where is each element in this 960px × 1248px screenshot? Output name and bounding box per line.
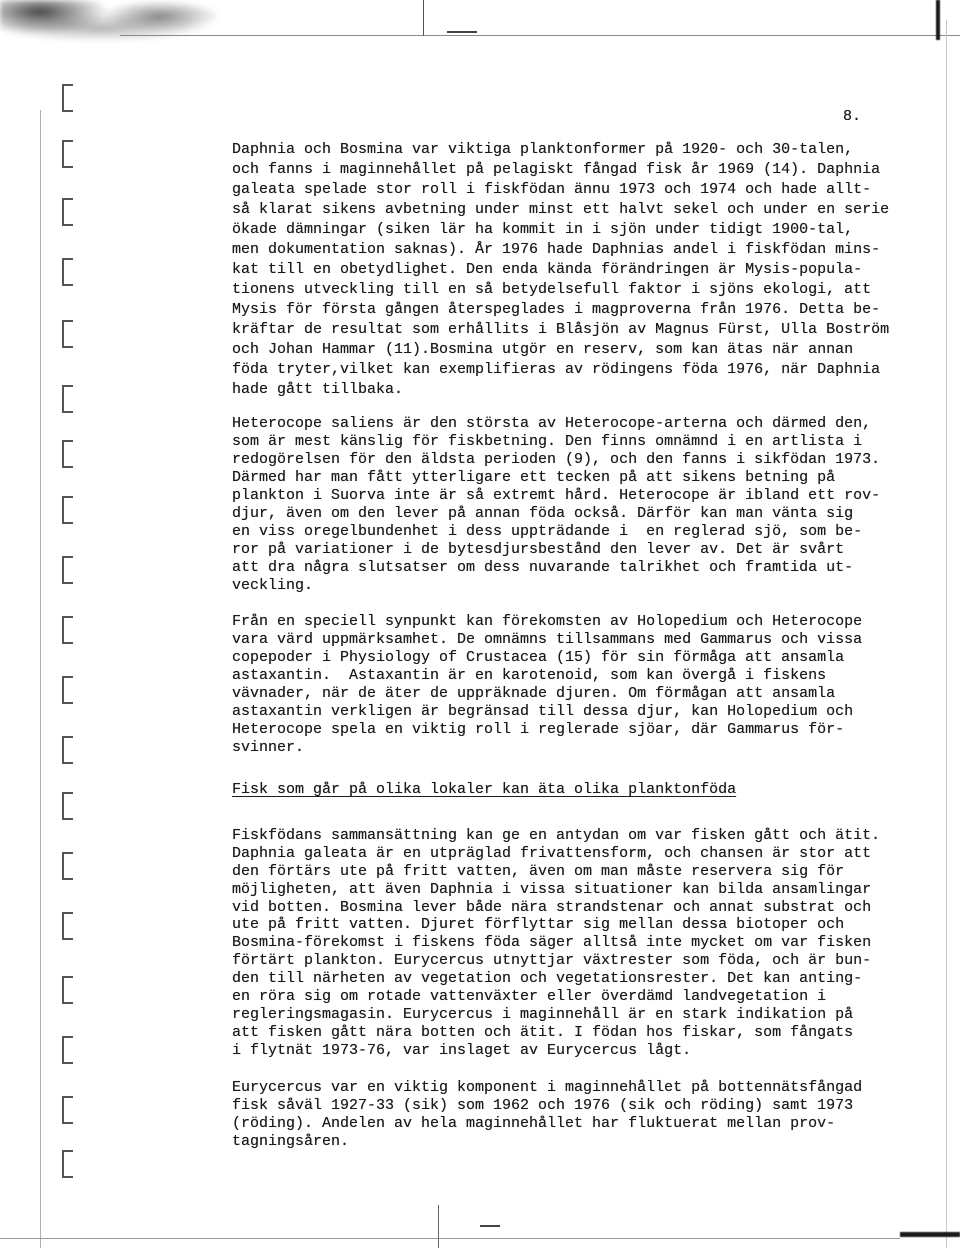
text-line: så klarat sikens avbetning under minst ett halvt sekel och under en serie	[232, 201, 890, 218]
binder-hole-mark	[62, 676, 73, 704]
text-line: som är mest känslig för fiskbetning. Den finns omnämnd i en artlista i	[232, 433, 863, 450]
binder-hole-mark	[62, 556, 73, 584]
text-line: svinner.	[232, 739, 305, 756]
text-line: förtärt plankton. Eurycercus utnyttjar växtrester som föda, och är bun-	[232, 952, 872, 970]
text-line: Daphnia och Bosmina var viktiga planktonformer på 1920- och 30-talen,	[232, 141, 854, 158]
text-line: vid botten. Bosmina lever både nära strandstenar och annat substrat och	[232, 898, 872, 916]
text-line: kat till en obetydlighet. Den enda kända förändringen är Mysis-popula-	[232, 261, 863, 278]
text-line: djur, även om den lever på annan föda också. Därför kan man vänta sig	[232, 505, 854, 522]
text-line: en röra sig om rotade vattenväxter eller överdämd landvegetation i	[232, 988, 827, 1006]
text-line: galeata spelade stor roll i fiskfödan ännu 1973 och 1974 och hade allt-	[232, 181, 872, 198]
text-line: Bosmina-förekomst i fiskens föda säger alltså inte mycket om var fisken	[232, 934, 872, 952]
scan-edge-line-left	[40, 110, 41, 1248]
text-line: Eurycercus var en viktig komponent i maginnehållet på bottennätsfångad	[232, 1079, 863, 1096]
text-line: Därmed har man fått ytterligare ett tecken på att sikens betning på	[232, 469, 836, 486]
binder-hole-mark	[62, 320, 73, 348]
text-line: Daphnia galeata är en utpräglad frivattensform, och chansen är stor att	[232, 844, 872, 862]
text-line: hade gått tillbaka.	[232, 381, 404, 398]
text-line: möjligheten, att även Daphnia i vissa situationer kan bilda ansamlingar	[232, 880, 872, 898]
text-line: redogörelsen för den äldsta perioden (9), och den fanns i sikfödan 1973.	[232, 451, 881, 468]
scan-edge-line-right	[946, 20, 947, 1248]
scan-mark-bottom-right	[900, 1232, 960, 1237]
text-line: men dokumentation saknas). År 1976 hade Daphnias andel i fiskfödan mins-	[232, 241, 881, 258]
binder-hole-mark	[62, 258, 73, 286]
binder-hole-mark	[62, 84, 73, 112]
text-line: att fisken gått nära botten och ätit. I födan hos fiskar, som fångats	[232, 1023, 854, 1041]
text-line: Heterocope spela en viktig roll i reglerade sjöar, där Gammarus för-	[232, 721, 845, 738]
text-line: copepoder i Physiology of Crustacea (15) för sin förmåga att ansamla	[232, 649, 845, 666]
scan-smudge	[0, 0, 230, 44]
text-line: och Johan Hammar (11).Bosmina utgör en reserv, som kan ätas när annan	[232, 341, 854, 358]
binder-hole-mark	[62, 198, 73, 226]
scan-tick-top	[423, 0, 424, 36]
text-line: och fanns i maginnehållet på pelagiskt fångad fisk år 1969 (14). Daphnia	[232, 161, 881, 178]
text-line: plankton i Suorva inte är så extremt hård. Heterocope är ibland ett rov-	[232, 487, 881, 504]
paragraph-1	[232, 140, 889, 400]
binder-hole-mark	[62, 440, 73, 468]
text-line: ute på fritt vatten. Djuret förflyttar sig mellan dessa biotoper och	[232, 916, 845, 934]
text-line: den förtärs ute på fritt vatten, även om man måste reservera sig för	[232, 862, 845, 880]
binder-hole-mark	[62, 976, 73, 1004]
text-line: att dra några slutsatser om dess nuvarande talrikhet och framtida ut-	[232, 559, 854, 576]
paragraph-5	[232, 1079, 862, 1151]
text-line: föda tryter,vilket kan exemplifieras av rödingens föda 1976, när Daphnia	[232, 361, 881, 378]
text-line: astaxantin verkligen är begränsad till dessa djur, kan Holopedium och	[232, 703, 854, 720]
page-number: 8.	[843, 108, 862, 125]
binder-hole-mark	[62, 496, 73, 524]
binder-hole-mark	[62, 1150, 73, 1178]
text-line: tagningsåren.	[232, 1133, 350, 1150]
text-line: ökade dämningar (siken lär ha kommit in i sjön under tidigt 1900-tal,	[232, 221, 854, 238]
scan-dash-bottom	[480, 1225, 500, 1227]
text-line: vävnader, när de äter de uppräknade djuren. Om förmågan att ansamla	[232, 685, 836, 702]
binder-hole-mark	[62, 912, 73, 940]
binder-hole-mark	[62, 852, 73, 880]
text-line: (röding). Andelen av hela maginnehållet har fluktuerat mellan prov-	[232, 1115, 836, 1132]
binder-hole-mark	[62, 140, 73, 168]
text-line: Fiskfödans sammansättning kan ge en antydan om var fisken gått och ätit.	[232, 827, 881, 844]
binder-hole-mark	[62, 1036, 73, 1064]
binder-hole-mark	[62, 616, 73, 644]
text-line: veckling.	[232, 577, 314, 594]
scan-edge-line-bottom	[0, 1238, 900, 1239]
binder-hole-mark	[62, 385, 73, 413]
text-line: vara värd uppmärksamhet. De omnämns tillsammans med Gammarus och vissa	[232, 631, 863, 648]
text-line: ror på variationer i de bytesdjursbestånd den lever av. Det är svårt	[232, 541, 845, 558]
scan-dash-top	[447, 31, 477, 33]
text-line: tionens utveckling till en så betydelsefull faktor i sjöns ekologi, att	[232, 281, 872, 298]
text-line: Heterocope saliens är den största av Heterocope-arterna och därmed den,	[232, 415, 872, 432]
text-line: astaxantin. Astaxantin är en karotenoid, som kan övergå i fiskens	[232, 667, 827, 684]
text-line: regleringsmagasin. Eurycercus i maginnehåll är en stark indikation på	[232, 1005, 854, 1023]
binder-hole-mark	[62, 1096, 73, 1124]
text-line: fisk såväl 1927-33 (sik) som 1962 och 1976 (sik och röding) samt 1973	[232, 1097, 854, 1114]
text-line: en viss oregelbundenhet i dess uppträdande i en reglerad sjö, som be-	[232, 523, 863, 540]
text-line: den till närheten av vegetation och vegetationsrester. Det kan anting-	[232, 970, 863, 988]
text-line: kräftar de resultat som erhållits i Blåsjön av Magnus Fürst, Ulla Boström	[232, 321, 890, 338]
section-heading: Fisk som går på olika lokaler kan äta olika planktonföda	[232, 781, 737, 798]
text-line: Mysis för första gången återspeglades i magproverna från 1976. Detta be-	[232, 301, 881, 318]
scan-edge-line-top	[120, 35, 960, 36]
scan-tick-bottom	[438, 1205, 439, 1248]
text-line: i flytnät 1973-76, var inslaget av Eurycercus lågt.	[232, 1041, 692, 1059]
paragraph-4	[232, 827, 880, 1060]
text-line: Från en speciell synpunkt kan förekomsten av Holopedium och Heterocope	[232, 613, 863, 630]
binder-hole-mark	[62, 736, 73, 764]
binder-hole-mark	[62, 792, 73, 820]
scan-mark-top-right	[936, 0, 940, 40]
paragraph-3	[232, 613, 862, 757]
paragraph-2	[232, 415, 880, 595]
